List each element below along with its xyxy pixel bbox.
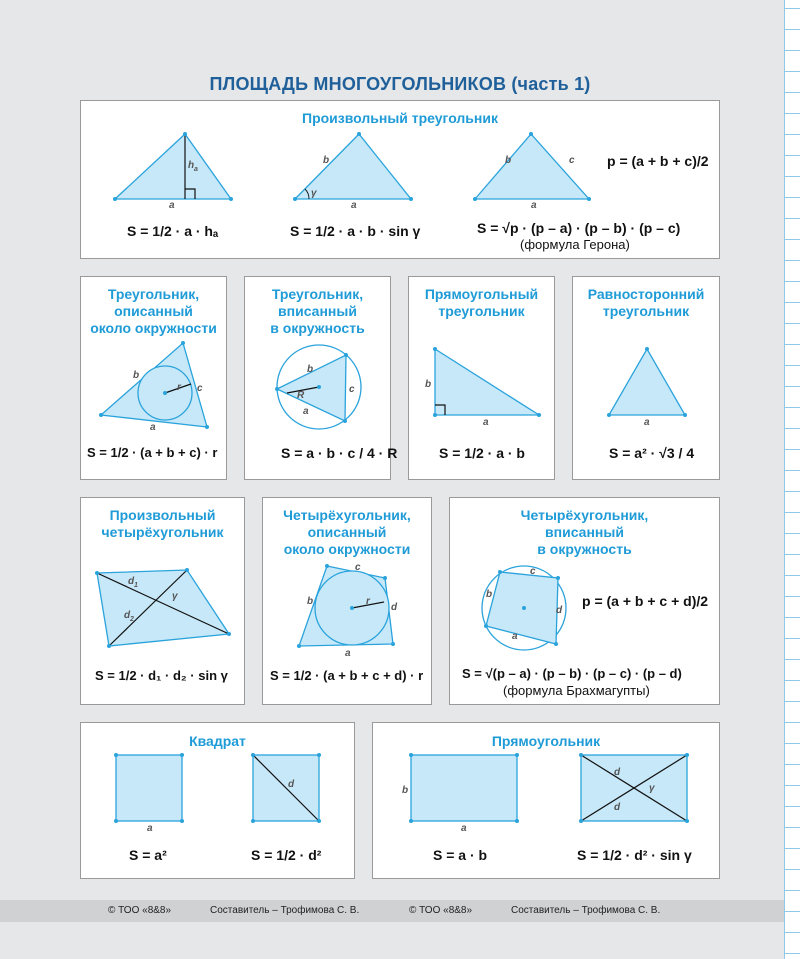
svg-text:r: r <box>177 382 181 393</box>
svg-text:a: a <box>147 823 153 834</box>
panel-title: Прямоугольник <box>491 733 601 749</box>
ruler-tick <box>785 155 800 156</box>
svg-text:a: a <box>531 200 537 211</box>
ruler-tick <box>785 197 800 198</box>
ruler-tick <box>785 953 800 954</box>
ruler-tick <box>785 680 800 681</box>
formula-sides: S = a · b <box>433 847 488 863</box>
heron-note: (формула Герона) <box>520 237 630 252</box>
formula: S = 1/2 · (a + b + c) · r <box>87 445 218 460</box>
svg-text:d: d <box>391 602 398 613</box>
ruler-tick <box>785 428 800 429</box>
svg-text:R: R <box>297 390 305 401</box>
ruler-tick <box>785 806 800 807</box>
svg-text:b: b <box>425 379 432 390</box>
ruler-tick <box>785 491 800 492</box>
ruler-tick <box>785 533 800 534</box>
panel-circumscribed-quadrilateral <box>262 497 432 705</box>
svg-text:b: b <box>133 370 140 381</box>
ruler-tick <box>785 71 800 72</box>
ruler-tick <box>785 134 800 135</box>
formula: S = a² · √3 / 4 <box>609 445 695 461</box>
svg-text:c: c <box>569 155 575 166</box>
panel-inscribed-triangle <box>244 276 398 480</box>
formula-diagonal: S = 1/2 · d² <box>251 847 322 863</box>
svg-text:r: r <box>366 596 370 607</box>
svg-text:d: d <box>124 610 131 621</box>
ruler-tick <box>785 701 800 702</box>
ruler-tick <box>785 596 800 597</box>
ruler-strip <box>784 0 800 959</box>
ruler-tick <box>785 260 800 261</box>
ruler-tick <box>785 722 800 723</box>
panel-title: Четырёхугольник, вписанный в окружность <box>520 507 649 557</box>
semi-perimeter-formula: p = (a + b + c)/2 <box>607 153 709 169</box>
ruler-tick <box>785 218 800 219</box>
ruler-tick <box>785 365 800 366</box>
footer-author: Составитель – Трофимова С. В. <box>210 905 360 916</box>
svg-text:d: d <box>614 802 621 813</box>
formula: S = 1/2 · (a + b + c + d) · r <box>270 668 424 683</box>
ruler-tick <box>785 764 800 765</box>
ruler-tick <box>785 554 800 555</box>
panel-arbitrary-triangle <box>80 100 720 259</box>
svg-text:a: a <box>483 417 489 428</box>
formula-diagonal: S = 1/2 · d² · sin γ <box>577 847 692 863</box>
ruler-tick <box>785 176 800 177</box>
formula-sine: S = 1/2 · a · b · sin γ <box>290 223 421 239</box>
ruler-tick <box>785 449 800 450</box>
svg-text:γ: γ <box>172 591 178 602</box>
svg-text:b: b <box>402 785 409 796</box>
footer-copyright: © ТОО «8&8» <box>108 905 172 916</box>
svg-text:b: b <box>486 589 493 600</box>
svg-text:a: a <box>169 200 175 211</box>
ruler-tick <box>785 386 800 387</box>
ruler-tick <box>785 344 800 345</box>
ruler-tick <box>785 302 800 303</box>
svg-text:a: a <box>512 631 518 642</box>
ruler-tick <box>785 113 800 114</box>
page-title: ПЛОЩАДЬ МНОГОУГОЛЬНИКОВ (часть 1) <box>209 74 591 94</box>
svg-text:b: b <box>505 155 512 166</box>
semi-perimeter-formula: p = (a + b + c + d)/2 <box>582 593 709 609</box>
footer <box>0 900 784 922</box>
panel-title: Треугольник, описанный около окружности <box>90 286 217 336</box>
brahmagupta-note: (формула Брахмагупты) <box>503 683 650 698</box>
ruler-tick <box>785 239 800 240</box>
heron-formula: S = √p · (p – a) · (p – b) · (p – c) <box>477 220 681 236</box>
panel-title: Произвольный четырёхугольник <box>101 507 224 540</box>
svg-text:a: a <box>150 422 156 433</box>
footer-copyright: © ТОО «8&8» <box>409 905 473 916</box>
ruler-tick <box>785 848 800 849</box>
svg-text:γ: γ <box>649 783 655 794</box>
panel-arbitrary-quadrilateral <box>80 497 245 705</box>
panel-inscribed-quadrilateral <box>449 497 720 705</box>
ruler-tick <box>785 785 800 786</box>
svg-text:d: d <box>128 576 135 587</box>
svg-text:a: a <box>303 406 309 417</box>
svg-text:b: b <box>323 155 330 166</box>
panel-circumscribed-triangle <box>80 276 227 480</box>
ruler-tick <box>785 743 800 744</box>
ruler-tick <box>785 869 800 870</box>
ruler-tick <box>785 470 800 471</box>
panel-title: Треугольник, вписанный в окружность <box>270 286 365 336</box>
ruler-tick <box>785 323 800 324</box>
svg-text:d: d <box>614 767 621 778</box>
panel-title: Четырёхугольник, описанный около окружности <box>283 507 411 557</box>
svg-text:1: 1 <box>134 582 138 589</box>
ruler-tick <box>785 659 800 660</box>
formula: S = 1/2 · a · b <box>439 445 525 461</box>
formula: S = 1/2 · d₁ · d₂ · sin γ <box>95 668 228 683</box>
ruler-tick <box>785 827 800 828</box>
ruler-tick <box>785 617 800 618</box>
svg-text:b: b <box>307 596 314 607</box>
ruler-tick <box>785 50 800 51</box>
ruler-tick <box>785 932 800 933</box>
panel-equilateral-triangle <box>572 276 720 480</box>
panel-square <box>80 722 355 879</box>
svg-text:a: a <box>644 417 650 428</box>
svg-text:c: c <box>197 383 203 394</box>
formula-height: S = 1/2 · a · hₐ <box>127 223 219 239</box>
svg-text:a: a <box>351 200 357 211</box>
ruler-tick <box>785 638 800 639</box>
ruler-tick <box>785 911 800 912</box>
panel-rectangle <box>372 722 720 879</box>
formula: S = a · b · c / 4 · R <box>281 445 398 461</box>
svg-text:c: c <box>355 562 361 573</box>
formula-side: S = a² <box>129 847 167 863</box>
ruler-tick <box>785 8 800 9</box>
panel-title: Произвольный треугольник <box>302 110 498 126</box>
svg-text:b: b <box>307 364 314 375</box>
ruler-tick <box>785 575 800 576</box>
brahmagupta-formula: S = √(p – a) · (p – b) · (p – c) · (p – d) <box>462 666 682 681</box>
svg-text:c: c <box>349 384 355 395</box>
ruler-tick <box>785 407 800 408</box>
svg-text:a: a <box>194 166 198 173</box>
svg-text:d: d <box>556 605 563 616</box>
svg-text:2: 2 <box>130 616 134 623</box>
svg-text:a: a <box>345 648 351 659</box>
ruler-tick <box>785 890 800 891</box>
svg-text:γ: γ <box>311 188 317 199</box>
panel-right-triangle <box>408 276 555 480</box>
panel-title: Равносторонний треугольник <box>587 286 705 319</box>
ruler-tick <box>785 281 800 282</box>
svg-text:a: a <box>461 823 467 834</box>
panel-title: Прямоугольный треугольник <box>424 286 539 319</box>
svg-text:d: d <box>288 779 295 790</box>
svg-text:c: c <box>530 566 536 577</box>
footer-author: Составитель – Трофимова С. В. <box>511 905 661 916</box>
ruler-tick <box>785 29 800 30</box>
ruler-tick <box>785 512 800 513</box>
svg-text:h: h <box>188 160 195 171</box>
panel-title: Квадрат <box>189 733 246 749</box>
